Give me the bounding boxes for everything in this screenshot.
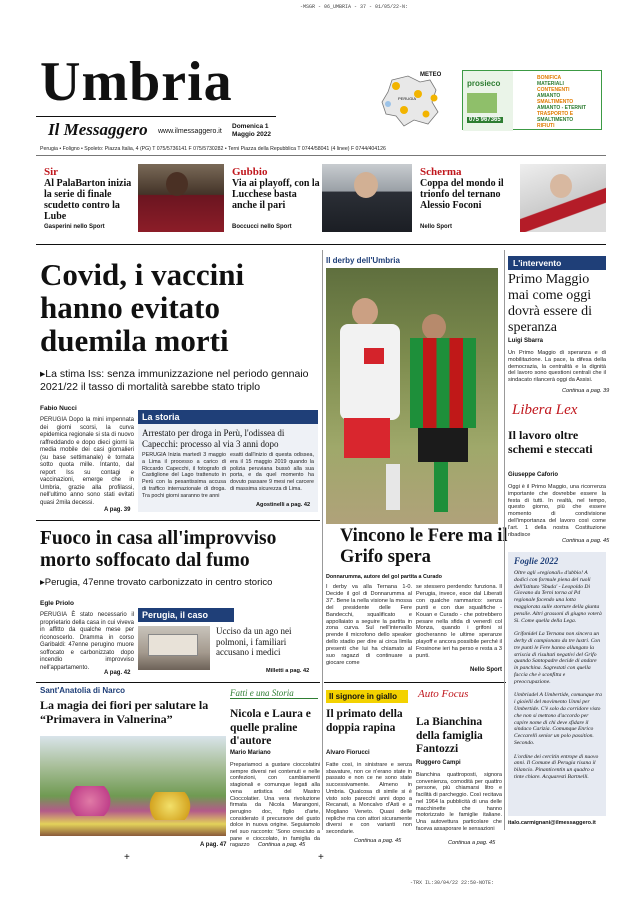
caso-title: Ucciso da un ago nei polmoni, i familiari accusano i medici	[216, 626, 292, 657]
bottom-slug: -TRX IL:30/04/22 22:50-NOTE:	[410, 880, 495, 886]
lead-title: Covid, i vaccini hanno evitato duemila morti	[40, 257, 245, 358]
signore-label: Il signore in giallo	[326, 690, 408, 703]
derby-divider	[324, 682, 506, 683]
header-divider	[36, 244, 606, 245]
flower-carpet-photo	[40, 736, 226, 836]
column-separator	[322, 250, 323, 830]
derby-body-2: se stessero perdendo: funziona. Il Perugia, invece, esce dal Liberati con qualche rammarico: senza punti e con due squalifiche - Kouan e Curado - che potrebbero pesare nella sfida di venerdì col Monza, quando i grifoni si giocheranno le ultime speranze playoff e ancora possibile perché il Frosinone ieri ha perso e resta a 3 punti.	[416, 584, 502, 660]
registration-mark: +	[318, 852, 324, 863]
hospital-photo	[138, 626, 210, 670]
ad-line: AMIANTO	[537, 93, 561, 99]
fuoco-summary: ▸Perugia, 47enne trovato carbonizzato in centro storico	[40, 577, 273, 588]
storia-foot: Agostinelli a pag. 42	[256, 502, 311, 508]
registration-mark: +	[124, 852, 130, 863]
libera-author: Giuseppe Caforio	[508, 472, 559, 478]
site-link[interactable]: www.ilmessaggero.it	[158, 128, 222, 135]
intervento-author: Luigi Sbarra	[508, 338, 544, 344]
weather-map	[374, 74, 452, 129]
fatti-page: Continua a pag. 45	[258, 842, 306, 848]
derby-match-photo	[326, 268, 498, 524]
ad-banner[interactable]	[462, 70, 602, 130]
teaser-kicker: Scherma	[420, 166, 462, 178]
storia-box[interactable]	[138, 410, 318, 512]
fuoco-page: A pag. 42	[104, 670, 131, 676]
print-slug: -MSGR - 06_UMBRIA - 37 - 01/05/22-N:	[300, 4, 409, 10]
ad-phone: 075 967365	[469, 117, 501, 123]
storia-body-1: PERUGIA Inizia martedì 3 maggio a Lima il processo a carico di Riccardo Capecchi, il fotografo di Castiglione del Lago trattenuto in Perù con la pesantissima accusa di traffico internazionale di droga. Tra pochi giorni saranno tre anni	[142, 452, 226, 499]
fatti-logo: Fatti e una Storia	[230, 688, 318, 699]
libera-lex-logo: Libera Lex	[512, 402, 578, 418]
lead-body: PERUGIA Dopo la mini impennata dei giorni scorsi, la curva epidemica regionale si sta di nuovo raffreddando e dopo dieci giorni la media mobile dei casi giornalieri (su base settimanale) è tornata sotto quota mille. Intanto, dal report Iss su contagi e vaccinazioni, emerge che in Umbria, grazie alla profilassi, nell'ultimo anno sono stati evitati quasi 2mila decessi.	[40, 417, 134, 506]
teaser-foot: Gasperini nello Sport	[44, 224, 105, 230]
ad-line: SMALTIMENTO	[537, 117, 574, 123]
teaser-gubbio[interactable]	[228, 162, 413, 234]
meteo-map-label: PERUGIA	[398, 96, 417, 101]
auto-focus-logo: Auto Focus	[418, 688, 469, 700]
date-line-2: Maggio 2022	[232, 131, 272, 138]
signore-page: Continua a pag. 45	[354, 838, 402, 844]
teaser-kicker: Gubbio	[232, 166, 268, 178]
auto-title: La Bianchina della famiglia Fantozzi	[416, 716, 483, 755]
teaser-foot: Boccucci nello Sport	[232, 224, 292, 230]
volley-player-photo	[138, 164, 224, 232]
signore-title: Il primato della doppia rapina	[326, 708, 403, 734]
foglie-email[interactable]: italo.carmignani@ilmessaggero.it	[508, 820, 596, 826]
derby-body-1: I derby va alla Ternana 1-0. Decide il gol di Donnarumma al 37'. Bene la nella visione la mossa del presidente delle Fere Bandecchi, squalificato e appollaiato a seguire la partita in zona curva. Sul nell'intervallo prende il microfono dello speaker dello stadio per dire ai circa limila presenti che lui ha chiamato al suo ragazzi di continuare a giocare come	[326, 584, 412, 666]
ad-line: MATERIALI	[537, 81, 564, 87]
derby-foot: Nello Sport	[470, 667, 503, 673]
ad-brand: prosieco	[467, 79, 501, 88]
derby-caption: Donnarumma, autore del gol partita a Curado	[326, 574, 442, 580]
address-bar: Perugia • Foligno • Spoleto: Piazza Italia, 4 (PG) T 075/5736141 F 075/5730282 • Terni Piazza della Repubblica T 0744/58041 (4 linee) F 0744/404126	[40, 146, 386, 152]
auto-page: Continua a pag. 45	[448, 840, 496, 846]
lead-divider	[36, 520, 320, 521]
storia-title: Arrestato per droga in Perù, l'odissea di Capecchi: processo al via 3 anni dopo	[142, 428, 285, 449]
masthead-rule	[36, 116, 276, 117]
messaggero-logo: Il Messaggero	[48, 120, 148, 139]
derby-label: Il derby dell'Umbria	[326, 256, 400, 265]
lead-summary: ▸La stima Iss: senza immunizzazione nel periodo gennaio 2021/22 il tasso di mortalità sarebbe stato triplo	[40, 368, 309, 393]
caso-foot: Milletti a pag. 42	[266, 668, 310, 674]
masthead-title: Umbria	[40, 51, 233, 113]
coach-photo	[322, 164, 412, 232]
caso-box[interactable]	[138, 608, 320, 678]
fuoco-title: Fuoco in casa all'improvviso morto soffocato dal fumo	[40, 528, 277, 571]
fuoco-body: PERUGIA È stato necessario il proprietario della casa in cui viveva in affitto da qualche mese per riconoscerlo. Dramma in corso Garibaldi: 47enne perugino muore soffocato e carbonizzato dopo incendio improvviso nell'appartamento.	[40, 612, 134, 671]
caso-label: Perugia, il caso	[142, 610, 209, 620]
libera-page: Continua a pag. 45	[562, 538, 610, 544]
fencer-photo	[520, 164, 606, 232]
ad-line: BONIFICA	[537, 75, 562, 81]
fatti-author: Mario Mariano	[230, 750, 271, 756]
ad-line: SMALTIMENTO	[537, 99, 574, 105]
libera-body: Oggi è il Primo Maggio, una ricorrenza importante che dovrebbe essere la festa di tutti. In realtà, nel tempo, questo giorno, più che essere momento di condivisione dell'importanza del lavoro così come l'art. 1 della nostra Costituzione ribadisce	[508, 484, 606, 538]
intervento-page: Continua a pag. 39	[562, 388, 610, 394]
teaser-title: Via ai playoff, con la Lucchese basta anche il pari	[232, 178, 320, 211]
fuoco-divider	[36, 682, 320, 683]
lead-page: A pag. 39	[104, 507, 131, 513]
intervento-title: Primo Maggio mai come oggi dovrà essere di speranza	[508, 272, 592, 335]
teaser-sir[interactable]	[40, 162, 225, 234]
ad-line: TRASPORTO E	[537, 111, 574, 117]
auto-author: Ruggero Campi	[416, 760, 461, 766]
foglie-box	[508, 552, 606, 816]
ad-line: RIFIUTI	[537, 123, 555, 129]
narco-title: La magia dei fiori per salutare la “Primavera in Valnerina”	[40, 698, 209, 726]
narco-kicker: Sant'Anatolia di Narco	[40, 686, 126, 695]
address-rule	[36, 155, 606, 156]
teaser-foot: Nello Sport	[420, 224, 453, 230]
intervento-label: L'intervento	[508, 256, 606, 270]
fatti-title: Nicola e Laura e quelle praline d'autore	[230, 708, 311, 747]
column-separator	[504, 250, 505, 830]
fuoco-author: Egle Priolo	[40, 600, 74, 607]
lead-author: Fabio Nucci	[40, 405, 77, 412]
derby-title: Vincono le Fere ma il Grifo spera	[340, 526, 508, 567]
libera-title: Il lavoro oltre schemi e steccati	[508, 428, 593, 456]
foglie-text: Oltre agli «regionali» d'ubbio! A dodici con formule piena del ruoli dell'Istituto 'Sbuda' - Leopoldo Di Giovano da Terni torna al Pd regionale facendo una lotta maggiorata sulle storture della giunta pensile. Altri grassoni di giugno voterà Si. Come quella della Lega. Grifonidel La Ternana non sincera un derby di campionato da tre lustri. Con tre punti le Fere hanno allungato la striscia di risultati negativi del Grifo quando Santopadre decide di andare in panchina. Sagrestati con quella faccia che è sconfitta e preoccupazione. Umbriadel A Umbertide, comunque tra i gioielli del movimento Unmi per Umbertide. C'è solo da corridore visto che non si mettono d'accordo per capire nome di chi deve sfidare il sindaco Carizia. Comunque Enrico Ceccarelli senior un polo passition. Secondo. L'ordine dei cercitin entrope di nuovo anni. Il Comune di Perugia risana il bilancio. Pinanticentin un quadro a tinte chiare. Acquaresti Bartnelli.	[514, 570, 602, 780]
ad-line: CONTENENTI	[537, 87, 570, 93]
teaser-kicker: Sir	[44, 166, 59, 178]
intervento-body: Un Primo Maggio di speranza e di mobilitazione. La pace, la difesa della democrazia, la centralità e la dignità del lavoro sono questioni centrali che il sindacato rilancerà oggi da Assisi.	[508, 350, 606, 384]
foglie-logo: Foglie 2022	[514, 556, 559, 566]
teaser-scherma[interactable]	[416, 162, 606, 234]
narco-page: A pag. 47	[200, 842, 227, 848]
date-line-1: Domenica 1	[232, 123, 269, 130]
signore-author: Alvaro Fiorucci	[326, 750, 370, 756]
meteo-label: METEO	[420, 72, 442, 78]
auto-body: Bianchina quattroposti, signora convenienza, comodità per quattro persone, più chiamarsi litro e facilità di parcheggio. Così recitava nel 1964 la pubblicità di una delle macchinette che hanno motorizzato le famiglie italiane. Una autovettura particolare che faceva assaporare le sensazioni	[416, 772, 502, 832]
ad-line: AMIANTO - ETERNIT	[537, 105, 587, 111]
teaser-title: Al PalaBarton inizia la serie di finale scudetto contro la Lube	[44, 178, 132, 222]
fatti-body: Prepariamoci a gustare cioccolatini sempre diversi nei contenuti e nelle confezioni, con cambiamenti stagionali e comunque legati alla vena artistica del Mastro Cioccolatier. Una vera rivoluzione firmata da Nicola Marangoni, perugino doc, figlio d'arte, considerato il precursore del gusto dolce in nuova origine. Seguiamolo nel suo racconto: 'Sono cresciuto a pane e cioccolato, in famiglia da ragazzo	[230, 762, 320, 849]
truck-image	[467, 93, 497, 113]
teaser-title: Coppa del mondo il trionfo del ternano Alessio Foconi	[420, 178, 504, 211]
storia-body-2: esatti dall'inizio di questa odissea, era il 15 maggio 2019 quando la polizia peruviana bussò alla sua porta, e da quel momento ha dovuto passare 9 mesi nel carcere di massima sicurezza di Lima.	[230, 452, 314, 492]
signore-body: Fatte così, in sinistrare e senza sbavature, non ce n'erano state in passato e non ce ne sono state successivamente. Almeno in Umbria. Qualcosa di simile si è visto solo parecchi anni dopo a Recanati, a Moncalvo d'Asti e a Mogliano Veneto. Quasi delle repliche ma con attori sicuramente diversi e con varianti non secondarie.	[326, 762, 412, 836]
storia-label: La storia	[142, 412, 180, 422]
